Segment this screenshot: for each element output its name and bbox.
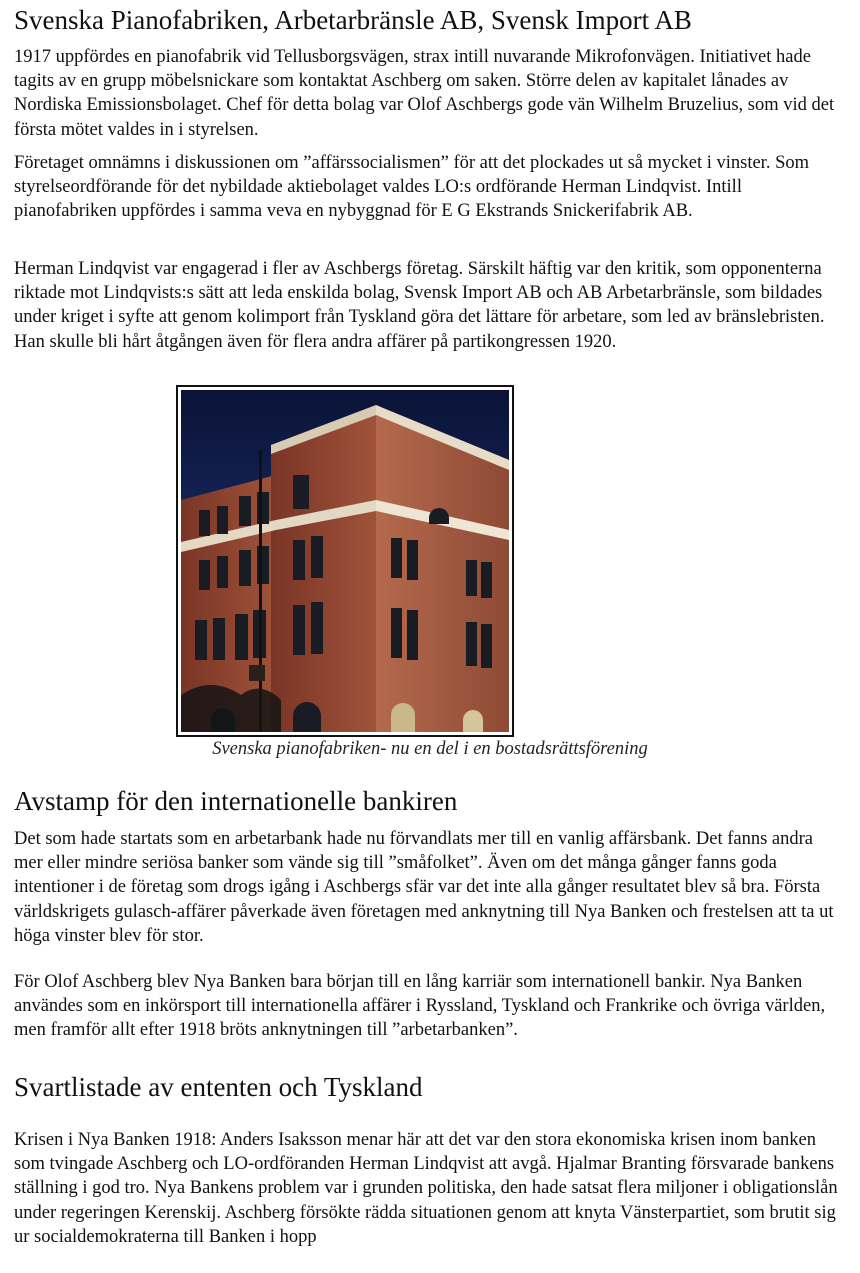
building-photo-figure	[176, 385, 514, 737]
section-heading-pianofabriken: Svenska Pianofabriken, Arbetarbränsle AB, Svensk Import AB	[14, 5, 692, 35]
paragraph: Herman Lindqvist var engagerad i fler av Aschbergs företag. Särskilt häftig var den kritik, som opponenterna riktade mot Lindqvists:s sätt att leda enskilda bolag, Svensk Import AB och AB Arbetarbränsle, som bildades under kriget i syfte att genom kolimport från Tyskland göra det lättare för arbetare, som led av bränslebristen. Han skulle bli hårt åtgången även för flera andra affärer på partikongressen 1920.	[14, 259, 825, 352]
caption-text: Svenska pianofabriken- nu en del i en bostadsrättsförening	[212, 739, 648, 759]
paragraph: För Olof Aschberg blev Nya Banken bara början till en lång karriär som internationell bankir. Nya Banken användes som en inkörsport till internationella affärer i Ryssland, Tyskland och Frankrike och övriga världen, men framför allt efter 1918 bröts anknytningen till ”arbetarbanken”.	[14, 972, 826, 1041]
figure-caption	[14, 737, 846, 761]
section-heading-svartlistade: Svartlistade av ententen och Tyskland	[14, 1072, 423, 1102]
paragraph: Det som hade startats som en arbetarbank hade nu förvandlats mer till en vanlig affärsbank. Det fanns andra mer eller mindre seriösa banker som vände sig till ”småfolket”. Även om det många gånger fanns goda intentioner i de företag som drogs igång i Aschbergs sfär var det inte alla gånger resultatet blev så bra. Första världskrigets gulasch-affärer påverkade även företagen med anknytning till Nya Banken och frestelsen att ta ut höga vinster blev för stor.	[14, 829, 834, 946]
building-photo	[181, 390, 509, 732]
section-heading-bankiren: Avstamp för den internationelle bankiren	[14, 786, 458, 816]
paragraph: 1917 uppfördes en pianofabrik vid Tellusborgsvägen, strax intill nuvarande Mikrofonvägen. Initiativet hade tagits av en grupp möbelsnickare som kontaktat Aschberg om saken. Större delen av kapitalet lånades av Nordiska Emissionsbolaget. Chef för detta bolag var Olof Aschbergs gode vän Wilhelm Bruzelius, som vid det första mötet valdes in i styrelsen.	[14, 47, 835, 140]
photo-frame	[176, 385, 514, 737]
paragraph: Krisen i Nya Banken 1918: Anders Isaksson menar här att det var den stora ekonomiska krisen inom banken som tvingade Aschberg och LO-ordföranden Herman Lindqvist att avgå. Hjalmar Branting försvarade bankens ställning i god tro. Nya Bankens problem var i grunden politiska, den hade satsat flera miljoner i obligationslån under regeringen Kerenskij. Aschberg försökte rädda situationen genom att knyta Vänsterpartiet, som brutit sig ur socialdemokraterna till Banken i hopp	[14, 1130, 838, 1247]
paragraph: Företaget omnämns i diskussionen om ”affärssocialismen” för att det plockades ut så mycket i vinster. Som styrelseordförande för det nybildade aktiebolaget valdes LO:s ordförande Herman Lindqvist. Intill pianofabriken uppfördes i samma veva en nybyggnad för E G Ekstrands Snickerifabrik AB.	[14, 153, 809, 222]
